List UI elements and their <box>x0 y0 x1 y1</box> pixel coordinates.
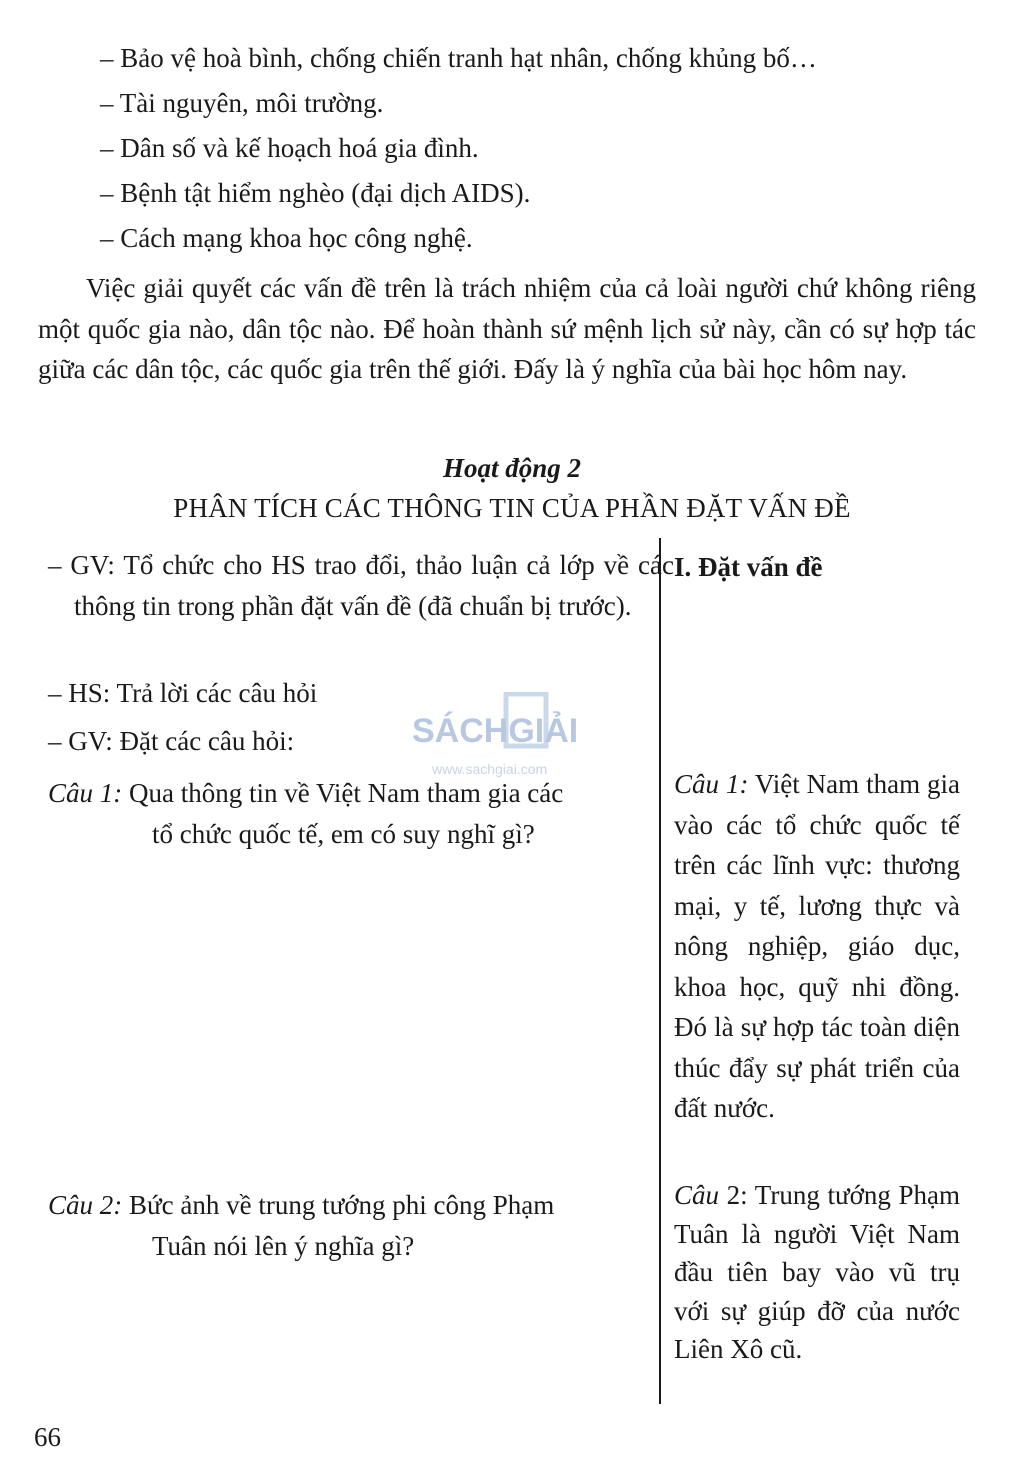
question-1-label: Câu 1: <box>48 778 123 808</box>
bullet-item: – Bệnh tật hiểm nghèo (đại dịch AIDS). <box>100 178 531 208</box>
bullet-item: – Tài nguyên, môi trường. <box>100 88 384 118</box>
activity-subtitle: PHÂN TÍCH CÁC THÔNG TIN CỦA PHẦN ĐẶT VẤN ĐỀ <box>173 493 851 523</box>
answer-1 <box>674 764 960 1129</box>
question-2 <box>48 1185 648 1226</box>
answer-1-label: Câu 1: <box>674 769 749 799</box>
body-paragraph: Việc giải quyết các vấn đề trên là trách nhiệm của cả loài người chứ không riêng một quốc gia nào, dân tộc nào. Để hoàn thành sứ mệnh lịch sử này, cần có sự hợp tác giữa các dân tộc, các quốc gia trên thế giới. Đấy là ý nghĩa của bài học hôm nay. <box>38 273 976 384</box>
answer-2-label: Câu <box>674 1180 720 1210</box>
watermark-graphic <box>410 692 620 782</box>
bullet-item: – Cách mạng khoa học công nghệ. <box>100 223 473 253</box>
watermark-url: www.sachgiai.com <box>432 761 548 777</box>
answer-2-text: 2: Trung tướng Phạm Tuân là người Việt Nam đầu tiên bay vào vũ trụ với sự giúp đỡ của nước Liên Xô cũ. <box>674 1180 961 1364</box>
bullet-item: – Bảo vệ hoà bình, chống chiến tranh hạt nhân, chống khủng bố… <box>100 43 817 73</box>
question-2-continuation: Tuân nói lên ý nghĩa gì? <box>152 1231 415 1261</box>
question-1-continuation: tổ chức quốc tế, em có suy nghĩ gì? <box>152 819 535 849</box>
activity-title: Hoạt động 2 <box>442 453 582 483</box>
teacher-questions-intro: – GV: Đặt các câu hỏi: <box>48 726 295 756</box>
watermark-logo <box>410 692 620 782</box>
page-number: 66 <box>34 1422 61 1452</box>
student-instruction: – HS: Trả lời các câu hỏi <box>48 678 318 708</box>
answer-1-text: Việt Nam tham gia vào các tổ chức quốc tế trên các lĩnh vực: thương mại, y tế, lương thực và nông nghiệp, giáo dục, khoa học, quỹ nhi đồng. Đó là sự hợp tác toàn diện thúc đẩy sự phát triển của đất nước. <box>674 769 961 1123</box>
question-1-text: Qua thông tin về Việt Nam tham gia các <box>129 778 564 808</box>
answer-2 <box>674 1176 960 1369</box>
section-heading: I. Đặt vấn đề <box>674 552 823 582</box>
column-divider <box>659 538 661 1404</box>
question-2-text: Bức ảnh về trung tướng phi công Phạm <box>129 1190 555 1220</box>
teacher-instruction: – GV: Tổ chức cho HS trao đổi, thảo luận cả lớp về các thông tin trong phần đặt vấn đề (đã chuẩn bị trước). <box>48 550 674 621</box>
question-2-label: Câu 2: <box>48 1190 123 1220</box>
watermark-brand: SÁCHGIẢI <box>412 712 579 750</box>
bullet-item: – Dân số và kế hoạch hoá gia đình. <box>100 133 479 163</box>
